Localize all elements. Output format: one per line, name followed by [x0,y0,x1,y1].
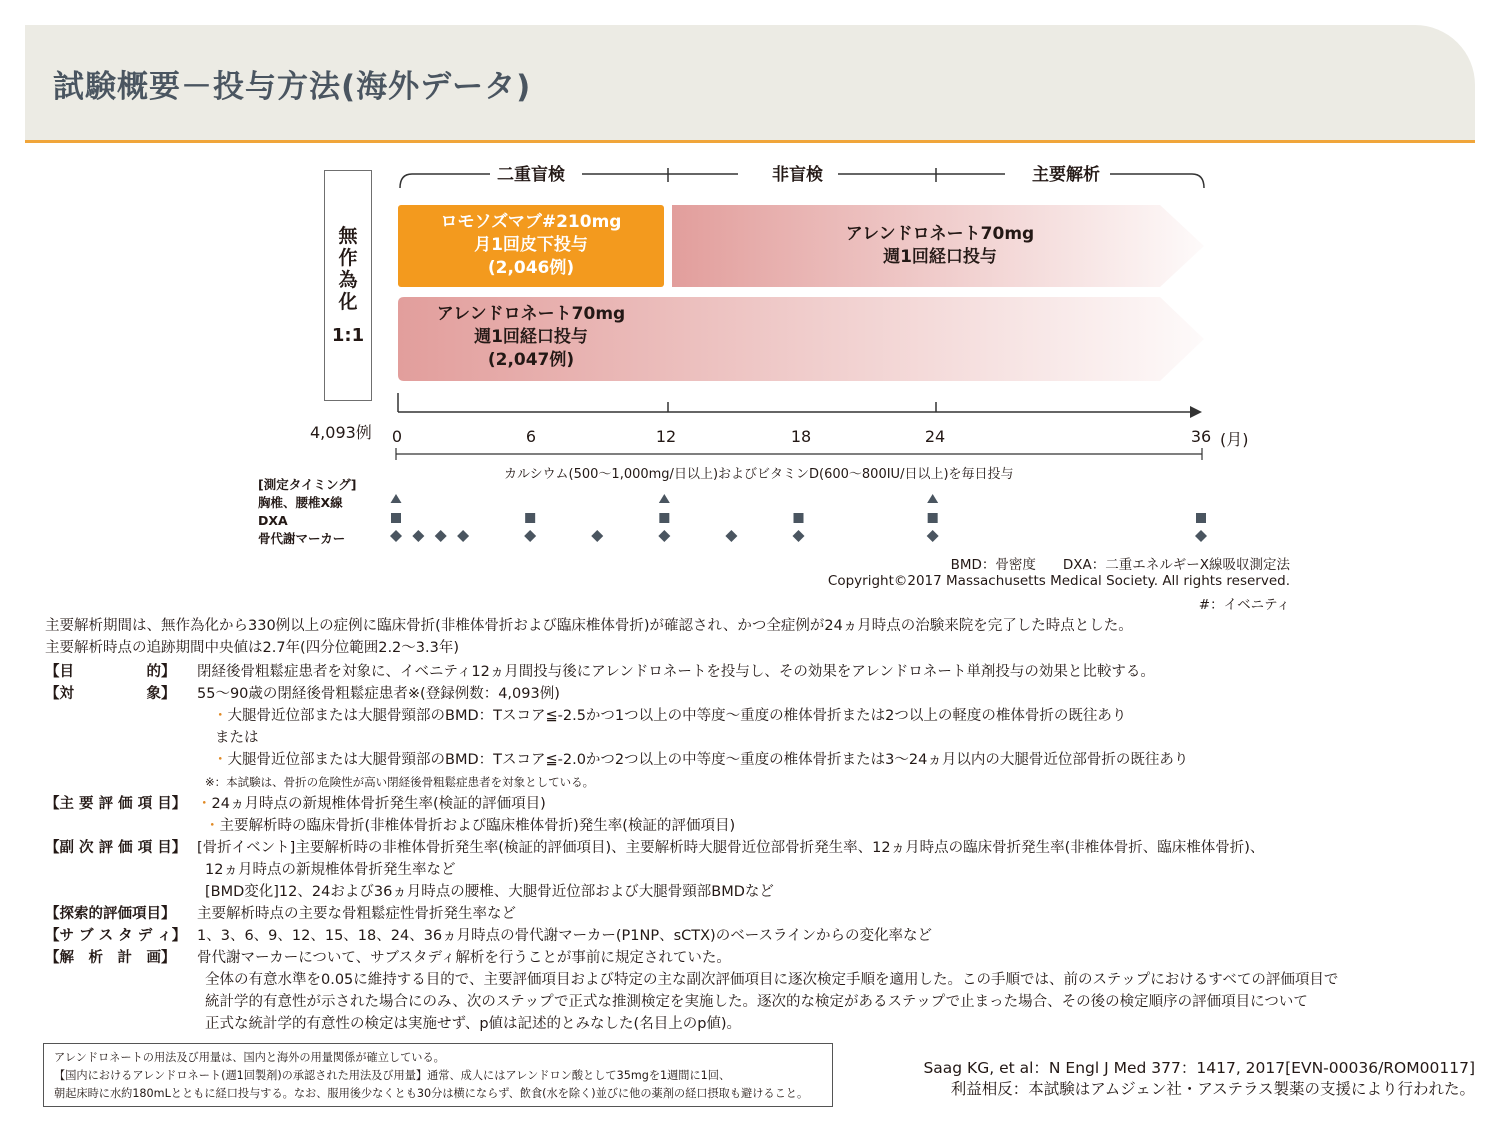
bone-marker-marker [524,530,536,542]
secondary-endpoint-row: 【副 次 評 価 項 目】 [骨折イベント]主要解析時の非椎体骨折発生率(検証的評価項目)、主要解析時大腿骨近位部骨折発生率、12ヵ月時点の臨床骨折発生率(非椎体骨折、臨床椎体骨折)、 [45,840,1265,856]
bone-marker-marker [1195,530,1207,542]
criteria-2: ・大腿骨近位部または大腿骨頸部のBMD：Tスコア≦-2.0かつ2つ以上の中等度～重度の椎体骨折または3～24ヵ月以内の大腿骨近位部骨折の既往あり [213,752,1189,768]
dxa-marker [525,513,535,523]
bone-marker-marker [658,530,670,542]
phase-primary-analysis: 主要解析 [1032,165,1100,185]
analysis-4: 正式な統計学的有意性の検定は実施せず、p値は記述的とみなした(名目上のp値)。 [205,1016,742,1032]
axis-tick-6: 6 [525,427,537,446]
timing-row-xray: 胸椎、腰椎X線 [258,495,343,510]
axis-unit: (月) [1220,430,1249,449]
dxa-marker [928,513,938,523]
romo-arm-label: ロモソズマブ#210mg 月1回皮下投与 (2,046例) [440,212,622,278]
calcium-vitd-note: カルシウム(500～1,000mg/日以上)およびビタミンD(600～800IU/日以上)を毎日投与 [500,463,1018,482]
hash-note: #：イベニティ [1198,597,1290,613]
citation [923,1058,1475,1100]
secondary-endpoint-2: [BMD変化]12、24および36ヵ月時点の腰椎、大腿骨近位部および大腿骨頸部BMDなど [205,884,774,900]
intro-line-1: 主要解析期間は、無作為化から330例以上の症例に臨床骨折(非椎体骨折および臨床椎体骨折)が確認され、かつ全症例が24ヵ月時点の治験来院を完了した時点とした。 [45,618,1133,634]
copyright-note: Copyright©2017 Massachusetts Medical Society. All rights reserved. [827,573,1290,589]
dxa-marker [794,513,804,523]
axis-tick-18: 18 [790,427,812,446]
primary-endpoint-2: ・主要解析時の臨床骨折(非椎体骨折および臨床椎体骨折)発生率(検証的評価項目) [205,818,736,834]
dxa-marker [659,513,669,523]
abbreviation-note: BMD：骨密度 DXA：二重エネルギーX線吸収測定法 [950,557,1290,573]
substudy-row: 【サ ブ ス タ デ ィ】 1、3、6、9、12、15、18、24、36ヵ月時点の骨代謝マーカー(P1NP、sCTX)のベースラインからの変化率など [45,928,933,944]
criteria-or: または [215,730,259,746]
alendronate-arm-label: アレンドロネート70mg 週1回経口投与 (2,047例) [436,304,626,370]
axis-tick-12: 12 [655,427,677,446]
axis-tick-0: 0 [391,427,403,446]
analysis-2: 全体の有意水準を0.05に維持する目的で、主要評価項目および特定の主な副次評価項目に逐次検定手順を適用した。この手順では、前のステップにおけるすべての評価項目で [205,972,1339,988]
randomization-label: 無作為化 [338,225,358,313]
bone-marker-marker [435,530,447,542]
timing-row-marker: 骨代謝マーカー [258,531,346,546]
timing-header: [測定タイミング] [258,477,357,492]
bone-marker-marker [412,530,424,542]
dxa-marker [391,513,401,523]
bone-marker-marker [927,530,939,542]
randomization-ratio: 1:1 [331,325,365,346]
bone-marker-marker [793,530,805,542]
conflict-of-interest: 利益相反：本試験はアムジェン社・アステラス製薬の支援により行われた。 [950,1080,1475,1098]
dosage-note-1: アレンドロネートの用法及び用量は、国内と海外の用量関係が確立している。 [54,1051,445,1064]
timing-labels [258,476,356,548]
dosage-note-2: 【国内におけるアレンドロネート(週1回製剤)の承認された用法及び用量】通常、成人にはアレンドロン酸として35mgを1週間に1回、 [54,1069,731,1082]
study-overview-text [45,615,1485,1035]
axis-tick-36: 36 [1190,427,1212,446]
timing-markers [390,494,1207,542]
primary-endpoint-row: 【主 要 評 価 項 目】 ・24ヵ月時点の新規椎体骨折発生率(検証的評価項目) [45,796,546,812]
total-patients: 4,093例 [310,423,372,442]
axis-tick-24: 24 [924,427,946,446]
xray-marker [391,494,402,503]
bone-marker-marker [390,530,402,542]
secondary-endpoint-1b: 12ヵ月時点の新規椎体骨折発生率など [205,862,456,878]
dosage-note-box [43,1043,833,1107]
analysis-3: 統計学的有意性が示された場合にのみ、次のステップで正式な推測検定を実施した。逐次的な検定があるステップで止まった場合、その後の検定順序の評価項目について [205,994,1308,1010]
timing-row-dxa: DXA [258,513,288,528]
phase-double-blind: 二重盲検 [497,165,565,185]
purpose-row: 【目 的】 閉経後骨粗鬆症患者を対象に、イベニティ12ヵ月間投与後にアレンドロネートを投与し、その効果をアレンドロネート単剤投与の効果と比較する。 [45,664,1155,680]
exploratory-row: 【探索的評価項目】 主要解析時点の主要な骨粗鬆症性骨折発生率など [45,906,516,922]
intro-line-2: 主要解析時点の追跡期間中央値は2.7年(四分位範囲2.2～3.3年) [45,640,459,656]
xray-marker [927,494,938,503]
analysis-row: 【解 析 計 画】 骨代謝マーカーについて、サブスタディ解析を行うことが事前に規定されていた。 [45,950,731,966]
bone-marker-marker [725,530,737,542]
page-title: 試験概要－投与方法(海外データ) [53,69,532,105]
phase-open-label: 非盲検 [772,165,823,185]
bone-marker-marker [591,530,603,542]
criteria-1: ・大腿骨近位部または大腿骨頸部のBMD：Tスコア≦-2.5かつ1つ以上の中等度～重度の椎体骨折または2つ以上の軽度の椎体骨折の既往あり [213,708,1127,724]
dxa-marker [1196,513,1206,523]
xray-marker [659,494,670,503]
subjects-row: 【対 象】 55～90歳の閉経後骨粗鬆症患者※(登録例数：4,093例) [45,686,560,702]
romo-followup-label: アレンドロネート70mg 週1回経口投与 [845,224,1035,267]
bone-marker-marker [457,530,469,542]
citation-reference: Saag KG, et al：N Engl J Med 377：1417, 2017[EVN-00036/ROM00117] [923,1059,1475,1077]
dosage-note-3: 朝起床時に水約180mLとともに経口投与する。なお、服用後少なくとも30分は横にならず、飲食(水を除く)並びに他の薬剤の経口摂取も避けること。 [54,1087,809,1100]
subjects-note: ※：本試験は、骨折の危険性が高い閉経後骨粗鬆症患者を対象としている。 [205,775,595,789]
